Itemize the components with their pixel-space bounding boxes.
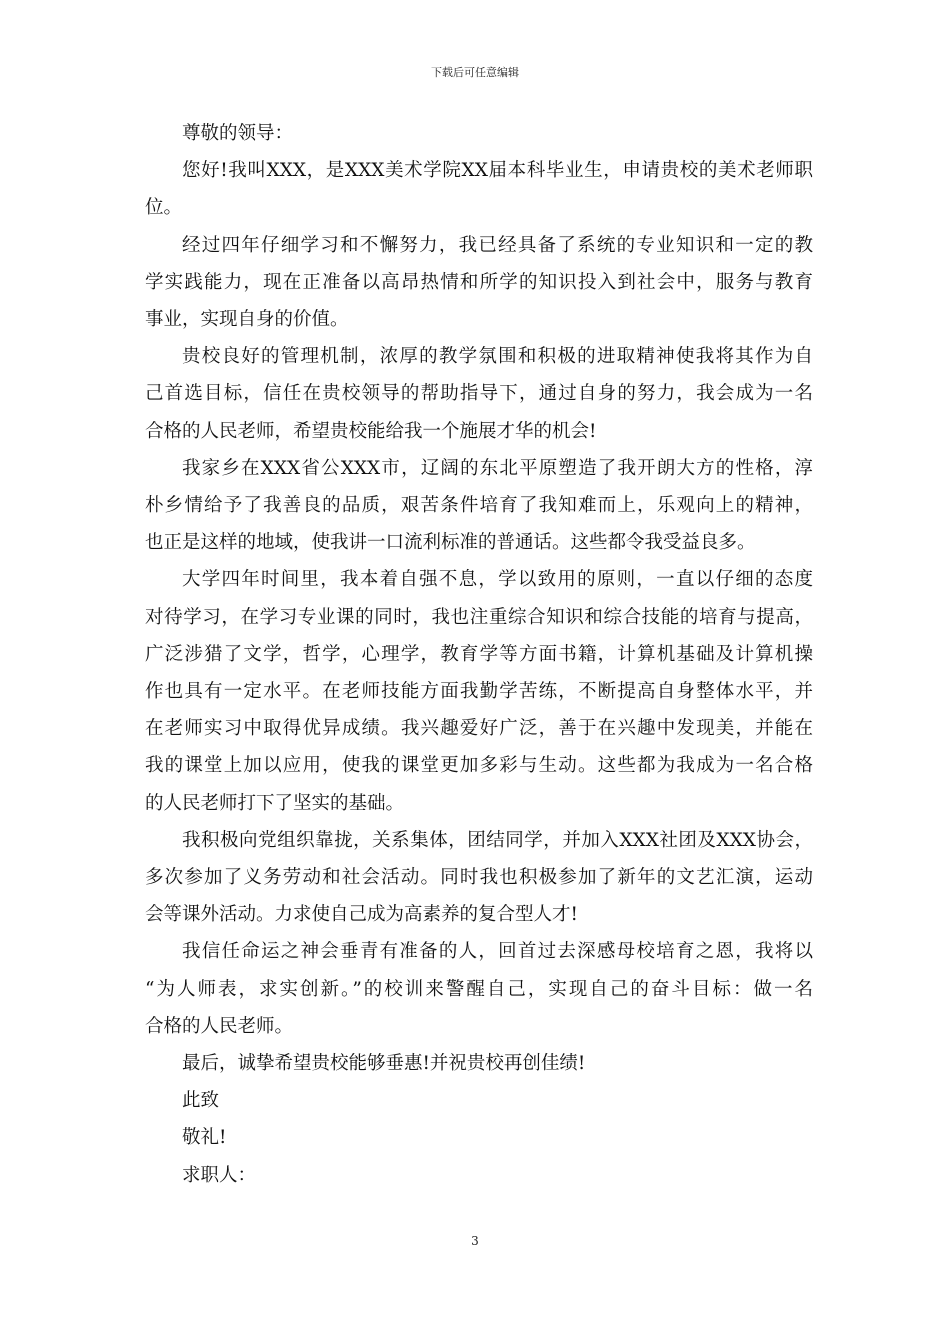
- paragraph-line: 的人民老师打下了坚实的基础。: [145, 792, 405, 814]
- salutation-cizhi: [145, 1082, 813, 1119]
- paragraph-line: 我家乡在XXX省公XXX市，辽阔的东北平原塑造了我开朗大方的性格，淳: [182, 457, 813, 479]
- paragraph-line: 我信任命运之神会垂青有准备的人，回首过去深感母校培育之恩，我将以: [182, 941, 813, 963]
- hometown-paragraph: [145, 450, 813, 562]
- activities-paragraph: [145, 822, 813, 934]
- paragraph-line: 广泛涉猎了文学，哲学，心理学，教育学等方面书籍，计算机基础及计算机操: [145, 643, 813, 665]
- paragraph-line: 我的课堂上加以应用，使我的课堂更加多彩与生动。这些都为我成为一名合格: [145, 755, 813, 777]
- page-number: 3: [471, 1234, 479, 1248]
- paragraph-line: 事业，实现自身的价值。: [145, 309, 349, 331]
- paragraph-line: 求职人：: [182, 1164, 257, 1186]
- page-header: 下载后可任意编辑: [431, 66, 519, 79]
- paragraph-line: 位。: [145, 197, 183, 219]
- signature-line: [145, 1157, 813, 1194]
- paragraph-line: 大学四年时间里，我本着自强不息，学以致用的原则，一直以仔细的态度: [182, 569, 813, 591]
- paragraph-line: 在老师实习中取得优异成绩。我兴趣爱好广泛，善于在兴趣中发现美，并能在: [145, 718, 813, 740]
- paragraph-line: 贵校良好的管理机制，浓厚的教学氛围和积极的进取精神使我将其作为自: [182, 346, 813, 368]
- paragraph-line: 作也具有一定水平。在老师技能方面我勤学苦练，不断提高自身整体水平，并: [145, 681, 813, 703]
- motto-paragraph: [145, 933, 813, 1045]
- school-paragraph: [145, 338, 813, 450]
- salutation-jingli: [145, 1119, 813, 1156]
- paragraph-line: 敬礼!: [182, 1127, 227, 1149]
- paragraph-line: 也正是这样的地域，使我讲一口流利标准的普通话。这些都令我受益良多。: [145, 532, 756, 554]
- paragraph-line: 朴乡情给予了我善良的品质，艰苦条件培育了我知难而上，乐观向上的精神，: [145, 495, 813, 517]
- paragraph-line: 尊敬的领导：: [182, 123, 294, 144]
- paragraph-line: 此致: [182, 1090, 220, 1112]
- letter-body: [145, 115, 813, 1194]
- paragraph-line: 最后，诚挚希望贵校能够垂惠!并祝贵校再创佳绩!: [182, 1053, 586, 1075]
- paragraph-line: 己首选目标，信任在贵校领导的帮助指导下，通过自身的努力，我会成为一名: [145, 383, 813, 405]
- paragraph-line: 多次参加了义务劳动和社会活动。同时我也积极参加了新年的文艺汇演，运动: [145, 867, 813, 889]
- paragraph-line: 对待学习，在学习专业课的同时，我也注重综合知识和综合技能的培育与提高，: [145, 606, 813, 628]
- paragraph-line: 会等课外活动。力求使自己成为高素养的复合型人才!: [145, 904, 578, 926]
- university-paragraph: [145, 561, 813, 821]
- paragraph-line: 合格的人民老师，希望贵校能给我一个施展才华的机会!: [145, 420, 597, 442]
- paragraph-line: 我积极向党组织靠拢，关系集体，团结同学，并加入XXX社团及XXX协会，: [182, 829, 813, 851]
- paragraph-line: 经过四年仔细学习和不懈努力，我已经具备了系统的专业知识和一定的教: [182, 234, 813, 256]
- closing-paragraph: [145, 1045, 813, 1082]
- paragraph-line: 您好!我叫XXX，是XXX美术学院XX届本科毕业生，申请贵校的美术老师职: [182, 160, 813, 182]
- intro-paragraph: [145, 152, 813, 226]
- greeting-paragraph: [145, 115, 813, 152]
- paragraph-line: “为人师表，求实创新。”的校训来警醒自己，实现自己的奋斗目标：做一名: [145, 978, 813, 1000]
- study-paragraph: [145, 227, 813, 339]
- paragraph-line: 学实践能力，现在正准备以高昂热情和所学的知识投入到社会中，服务与教育: [145, 271, 813, 293]
- paragraph-line: 合格的人民老师。: [145, 1015, 294, 1037]
